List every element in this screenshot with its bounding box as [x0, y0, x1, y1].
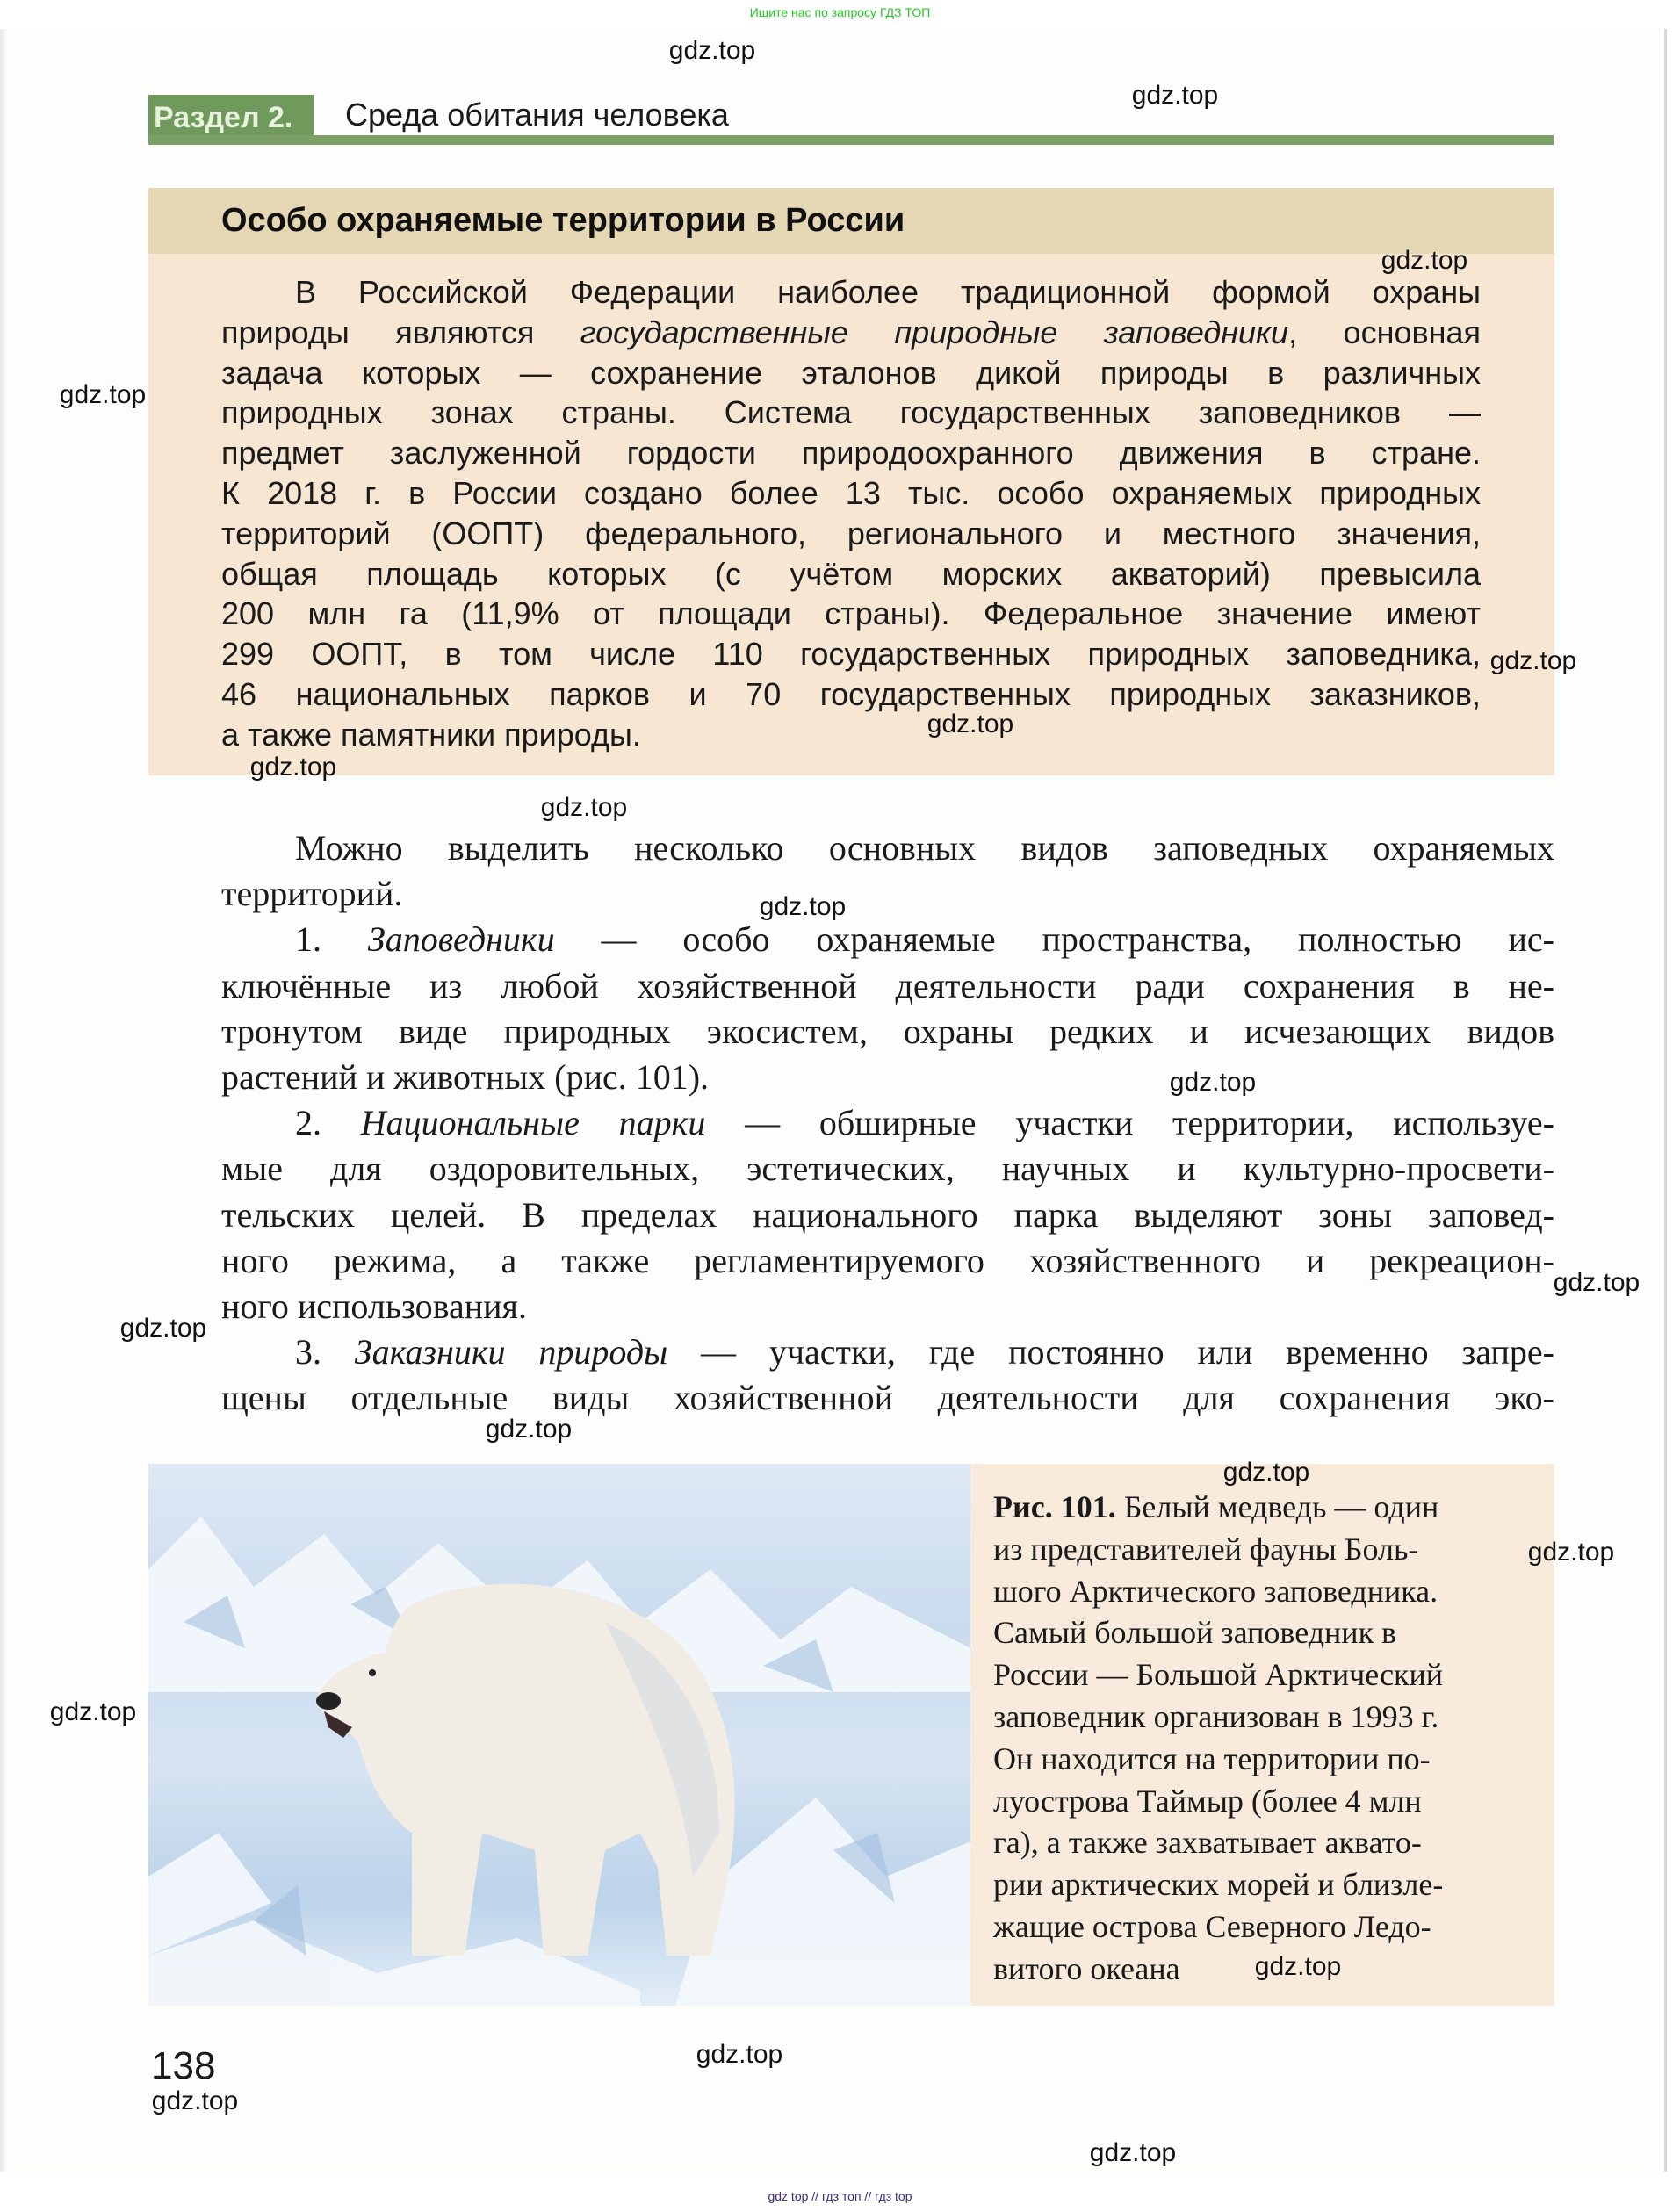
- figure-caption: [993, 1487, 1443, 1991]
- footer-note: gdz top // гдз топ // гдз top: [768, 2189, 912, 2203]
- info-box-line: [221, 674, 1481, 715]
- info-box-line: [221, 715, 1481, 755]
- paragraph-line: [221, 871, 1554, 917]
- text-segment: 1.: [295, 919, 368, 960]
- watermark: gdz.top: [1169, 1068, 1257, 1097]
- text-segment: предмет заслуженной гордости природоохранного движения в стране.: [221, 435, 1481, 472]
- info-box-title: Особо охраняемые территории в России: [221, 202, 905, 239]
- text-segment: щены отдельные виды хозяйственной деятельности для сохранения эко-: [221, 1378, 1554, 1418]
- caption-line: Он находится на территории по-: [993, 1740, 1431, 1776]
- info-box-text: [221, 272, 1481, 755]
- text-segment: растений и животных (рис. 101).: [221, 1057, 710, 1098]
- info-box-line: [221, 272, 1481, 313]
- emphasized-term: Заповедники: [367, 919, 555, 960]
- watermark: gdz.top: [1553, 1268, 1640, 1297]
- watermark: gdz.top: [927, 710, 1014, 739]
- text-segment: природных зонах страны. Система государственных заповедников —: [221, 394, 1481, 431]
- caption-line: рии арктических морей и близле-: [993, 1867, 1444, 1903]
- section-title: Среда обитания человека: [345, 97, 729, 133]
- caption-line: шого Арктического заповедника.: [993, 1573, 1438, 1609]
- watermark: gdz.top: [119, 1314, 207, 1343]
- text-segment: 3.: [295, 1332, 355, 1373]
- polar-bear-illustration: [148, 1464, 970, 2006]
- paragraph-line: [221, 825, 1554, 871]
- watermark: gdz.top: [1381, 246, 1468, 275]
- info-box-line: [221, 433, 1481, 473]
- section-label: Раздел 2.: [148, 95, 314, 141]
- watermark: gdz.top: [151, 2086, 239, 2115]
- caption-line: га), а также захватывает аквато-: [993, 1825, 1422, 1861]
- header-rule: [148, 135, 1554, 145]
- emphasized-term: Национальные парки: [360, 1103, 706, 1143]
- info-box-line: [221, 554, 1481, 594]
- main-text: [221, 825, 1554, 1422]
- paragraph-line: [221, 1055, 1554, 1100]
- paragraph-line: [221, 963, 1554, 1009]
- caption-line: Рис. 101. Белый медведь — один: [993, 1489, 1439, 1524]
- figure-caption-box: [970, 1464, 1554, 2006]
- caption-line: Самый большой заповедник в: [993, 1615, 1397, 1651]
- text-segment: а также памятники природы.: [221, 716, 641, 753]
- text-segment: — обширные участки территории, используе-: [705, 1103, 1554, 1143]
- emphasized-term: государственные природные заповедники: [580, 313, 1289, 350]
- text-segment: задача которых — сохранение эталонов дикой природы в различных: [221, 354, 1481, 391]
- text-segment: 200 млн га (11,9% от площади страны). Федеральное значение имеют: [221, 595, 1481, 632]
- text-segment: Можно выделить несколько основных видов заповедных охраняемых: [295, 828, 1554, 868]
- info-box-line: [221, 514, 1481, 554]
- watermark: gdz.top: [759, 892, 847, 921]
- watermark: gdz.top: [1131, 81, 1219, 110]
- text-segment: территорий.: [221, 874, 403, 914]
- text-segment: , основная: [1288, 313, 1482, 350]
- figure-label: Рис. 101.: [993, 1489, 1116, 1524]
- text-segment: К 2018 г. в России создано более 13 тыс. особо охраняемых природных: [221, 474, 1481, 511]
- watermark: gdz.top: [1527, 1538, 1615, 1567]
- info-box-line: [221, 473, 1481, 514]
- watermark: gdz.top: [485, 1415, 573, 1444]
- info-box: [148, 188, 1554, 775]
- watermark: gdz.top: [49, 1697, 137, 1726]
- info-box-line: [221, 393, 1481, 433]
- paragraph-line: [221, 1192, 1554, 1238]
- watermark: gdz.top: [540, 793, 628, 822]
- text-segment: ключённые из любой хозяйственной деятельности ради сохранения в не-: [221, 965, 1554, 1005]
- caption-line: России — Большой Арктический: [993, 1657, 1444, 1693]
- caption-line: из представителей фауны Боль-: [993, 1531, 1419, 1567]
- caption-line: луострова Таймыр (более 4 млн: [993, 1783, 1422, 1819]
- text-segment: территорий (ООПТ) федерального, регионального и местного значения,: [221, 515, 1481, 551]
- paragraph-line: [221, 917, 1554, 962]
- watermark: gdz.top: [1089, 2138, 1177, 2167]
- text-segment: 46 национальных парков и 70 государственных природных заказников,: [221, 675, 1481, 712]
- paragraph-line: [221, 1284, 1554, 1329]
- watermark: gdz.top: [1222, 1458, 1310, 1487]
- text-segment: 2.: [295, 1103, 361, 1143]
- paragraph-line: [221, 1375, 1554, 1421]
- watermark: gdz.top: [1254, 1952, 1342, 1981]
- text-segment: общая площадь которых (с учётом морских акваторий) превысила: [221, 555, 1481, 592]
- info-box-line: [221, 353, 1481, 393]
- text-segment: 299 ООПТ, в том числе 110 государственных природных заповедника,: [221, 636, 1481, 673]
- info-box-line: [221, 634, 1481, 674]
- watermark: gdz.top: [696, 2040, 783, 2069]
- text-segment: тельских целей. В пределах национального парка выделяют зоны заповед-: [221, 1194, 1554, 1235]
- paragraph-line: [221, 1238, 1554, 1284]
- text-segment: — особо охраняемые пространства, полностью ис-: [554, 919, 1555, 960]
- caption-line: заповедник организован в 1993 г.: [993, 1698, 1439, 1734]
- watermark: gdz.top: [59, 380, 147, 409]
- info-box-line: [221, 313, 1481, 353]
- paragraph-line: [221, 1100, 1554, 1146]
- text-segment: ного использования.: [221, 1286, 527, 1327]
- caption-line: витого океана: [993, 1950, 1180, 1986]
- search-hint: Ищите нас по запросу ГДЗ ТОП: [749, 5, 931, 19]
- text-segment: тронутом виде природных экосистем, охраны редких и исчезающих видов: [221, 1011, 1554, 1051]
- watermark: gdz.top: [668, 36, 756, 65]
- text-segment: ного режима, а также регламентируемого хозяйственного и рекреацион-: [221, 1240, 1554, 1280]
- text-segment: природы являются: [221, 313, 580, 350]
- info-box-line: [221, 594, 1481, 634]
- watermark: gdz.top: [1489, 646, 1577, 675]
- watermark: gdz.top: [249, 753, 337, 782]
- paragraph-line: [221, 1146, 1554, 1192]
- emphasized-term: Заказники природы: [354, 1332, 668, 1373]
- page-edge: [0, 29, 7, 2172]
- page-number: 138: [151, 2044, 216, 2087]
- text-segment: В Российской Федерации наиболее традиционной формой охраны: [295, 274, 1481, 310]
- caption-line: жащие острова Северного Ледо-: [993, 1908, 1431, 1944]
- text-segment: мые для оздоровительных, эстетических, научных и культурно-просвети-: [221, 1149, 1554, 1189]
- paragraph-line: [221, 1009, 1554, 1055]
- text-segment: — участки, где постоянно или временно запре-: [667, 1332, 1555, 1373]
- paragraph-line: [221, 1329, 1554, 1375]
- polar-bear-photo: [148, 1464, 970, 2006]
